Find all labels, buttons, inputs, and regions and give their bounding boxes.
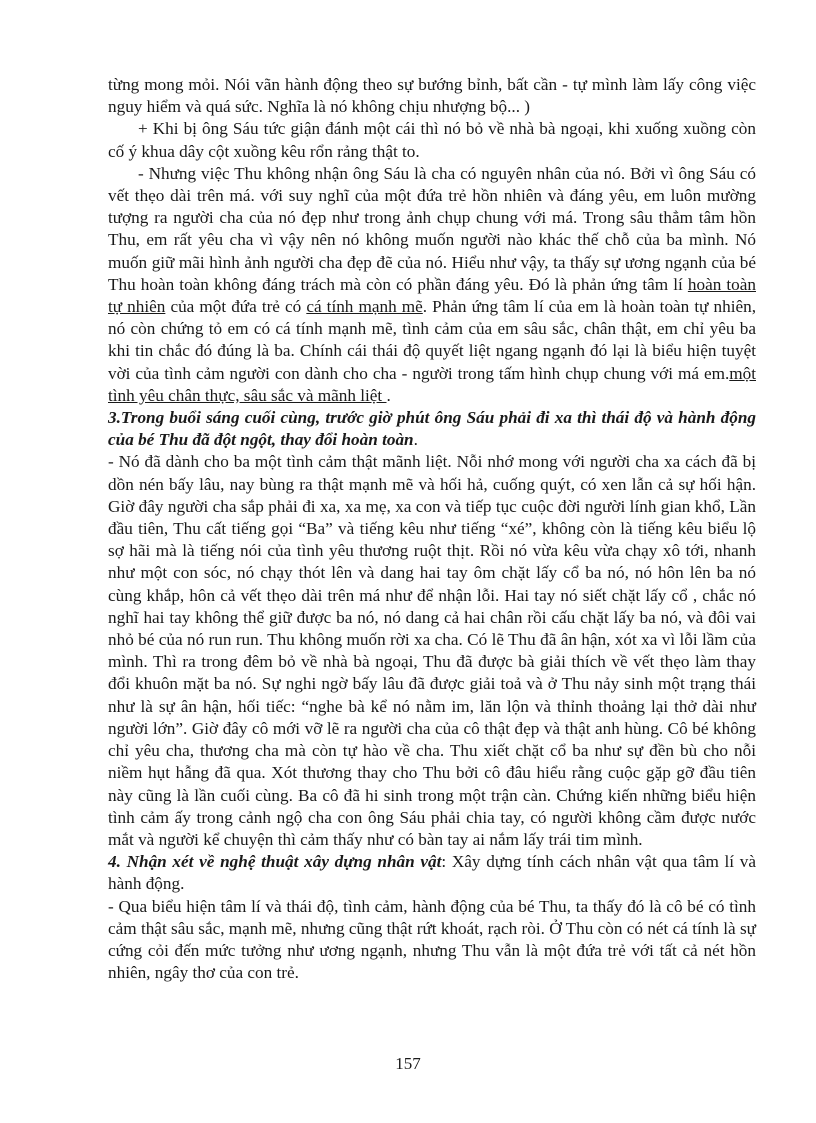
paragraph-3-text-a: - Nhưng việc Thu không nhận ông Sáu là cha có nguyên nhân của nó. Bởi vì ông Sáu có vết thẹo dài trên má. với suy nghĩ của một đứa trẻ hồn nhiên và đáng yêu, em luôn mường tượng ra người cha của nó đẹp như trong ảnh chụp chung với má. Trong sâu thẳm tâm hồn Thu, em rất yêu cha vì vậy nên nó không muốn người nào khác thế chỗ của ba mình. Nó muốn giữ mãi hình ảnh người cha đẹp đẽ của nó. Hiểu như vậy, ta thấy sự ương ngạnh của bé Thu hoàn toàn không đáng trách mà còn có phần đáng yêu. Đó là phản ứng tâm lí (108, 163, 756, 294)
underlined-phrase-2: cá tính mạnh mẽ (306, 297, 423, 317)
section-heading-4 (108, 851, 756, 895)
paragraph-3-text-d: . (386, 385, 391, 405)
underlined-phrase-3: một tình yêu chân thực, sâu sắc và mãnh liệt (108, 363, 756, 405)
paragraph-3-text-c: . Phản ứng tâm lí của em là hoàn toàn tự nhiên, nó còn chứng tỏ em có cá tính mạnh mẽ, tình cảm của em sâu sắc, chân thật, em chỉ yêu ba khi tin chắc đó đúng là ba. Chính cái thái độ quyết liệt ngang ngạnh đó lại là biểu hiện tuyệt vời của tình cảm người con dành cho cha - người trong tấm hình chụp chung với má em. (108, 297, 756, 383)
page-body (108, 74, 756, 984)
section-heading-3 (108, 407, 756, 451)
section-heading-3-end: . (413, 430, 418, 450)
section-heading-4-text: 4. Nhận xét về nghệ thuật xây dựng nhân vật (108, 852, 442, 872)
page-number: 157 (395, 1054, 421, 1073)
paragraph-4: - Nó đã dành cho ba một tình cảm thật mãnh liệt. Nỗi nhớ mong với người cha xa cách đã bị dồn nén bấy lâu, nay bùng ra thật mạnh mẽ và hối hả, cuống quýt, có xen lẫn cả sự hối hận. Giờ đây người cha sắp phải đi xa, xa mẹ, xa con và tiếp tục cuộc đời người lính gian khổ, Lần đầu tiên, Thu cất tiếng gọi “Ba” và tiếng kêu như tiếng “xé”, không còn là tiếng kêu biểu lộ sợ hãi mà là tiếng nói của tình yêu thương ruột thịt. Rồi nó vừa kêu vừa chạy xô tới, nhanh như một con sóc, nó chạy thót lên và dang hai tay ôm chặt lấy cổ ba nó, nó hôn lên ba nó cùng khắp, hôn cả vết thẹo dài trên má như để nhận lỗi. Hai tay nó siết chặt lấy cổ , chắc nó nghĩ hai tay không thể giữ được ba nó, nó dang cả hai chân rồi cấu chặt lấy ba nó, và đôi vai nhỏ bé của nó run run. Thu không muốn rời xa cha. Có lẽ Thu đã ân hận, xót xa vì lỗi lầm của mình. Thì ra trong đêm bỏ về nhà bà ngoại, Thu đã được bà giải thích về vết thẹo làm thay đổi khuôn mặt ba nó. Sự nghi ngờ bấy lâu đã được giải toả và ở Thu nảy sinh một trạng thái như là sự ân hận, hối tiếc: “nghe bà kể nó nằm im, lăn lộn và thỉnh thoảng lại thở dài như người lớn”. Giờ đây cô mới vỡ lẽ ra người cha của cô thật đẹp và thật anh hùng. Cô bé không chỉ yêu cha, thương cha mà còn tự hào về cha. Thu xiết chặt cổ ba như sự đền bù cho nỗi niềm hụt hẫng đã qua. Xót thương thay cho Thu bởi cô đâu hiểu rằng cuộc gặp gỡ đầu tiên này cũng là lần cuối cùng. Ba cô đã hi sinh trong một trận càn. Chứng kiến những biểu hiện tình cảm ấy trong cảnh ngộ cha con ông Sáu phải chia tay, có người không cầm được nước mắt và người kể chuyện thì cảm thấy như có bàn tay ai nắm lấy trái tim mình. (108, 452, 756, 849)
paragraph-3 (108, 163, 756, 407)
section-heading-4-rest: : Xây dựng tính cách nhân vật qua tâm lí và hành động. (108, 852, 757, 894)
underlined-phrase-1: hoàn toàn tự nhiên (108, 274, 756, 317)
paragraph-2: + Khi bị ông Sáu tức giận đánh một cái thì nó bỏ về nhà bà ngoại, khi xuống xuồng còn cố ý khua dây cột xuồng kêu rổn rảng thật to. (108, 119, 756, 161)
paragraph-3-text-b: của một đứa trẻ có (165, 297, 307, 317)
paragraph-5: - Qua biểu hiện tâm lí và thái độ, tình cảm, hành động của bé Thu, ta thấy đó là cô bé có tình cảm thật sâu sắc, mạnh mẽ, nhưng cũng thật rứt khoát, rạch ròi. Ở Thu còn có nét cá tính là sự cứng cỏi đến mức tưởng như ương ngạnh, nhưng Thu vẫn là một đứa trẻ với tất cả nét hồn nhiên, ngây thơ của con trẻ. (108, 896, 756, 983)
section-heading-3-text: 3.Trong buổi sáng cuối cùng, trước giờ phút ông Sáu phải đi xa thì thái độ và hành động của bé Thu đã đột ngột, thay đổi hoàn toàn (108, 408, 756, 450)
paragraph-1: từng mong mỏi. Nói vãn hành động theo sự bướng bỉnh, bất cần - tự mình làm lấy công việc nguy hiểm và quá sức. Nghĩa là nó không chịu nhượng bộ... ) (108, 75, 756, 117)
